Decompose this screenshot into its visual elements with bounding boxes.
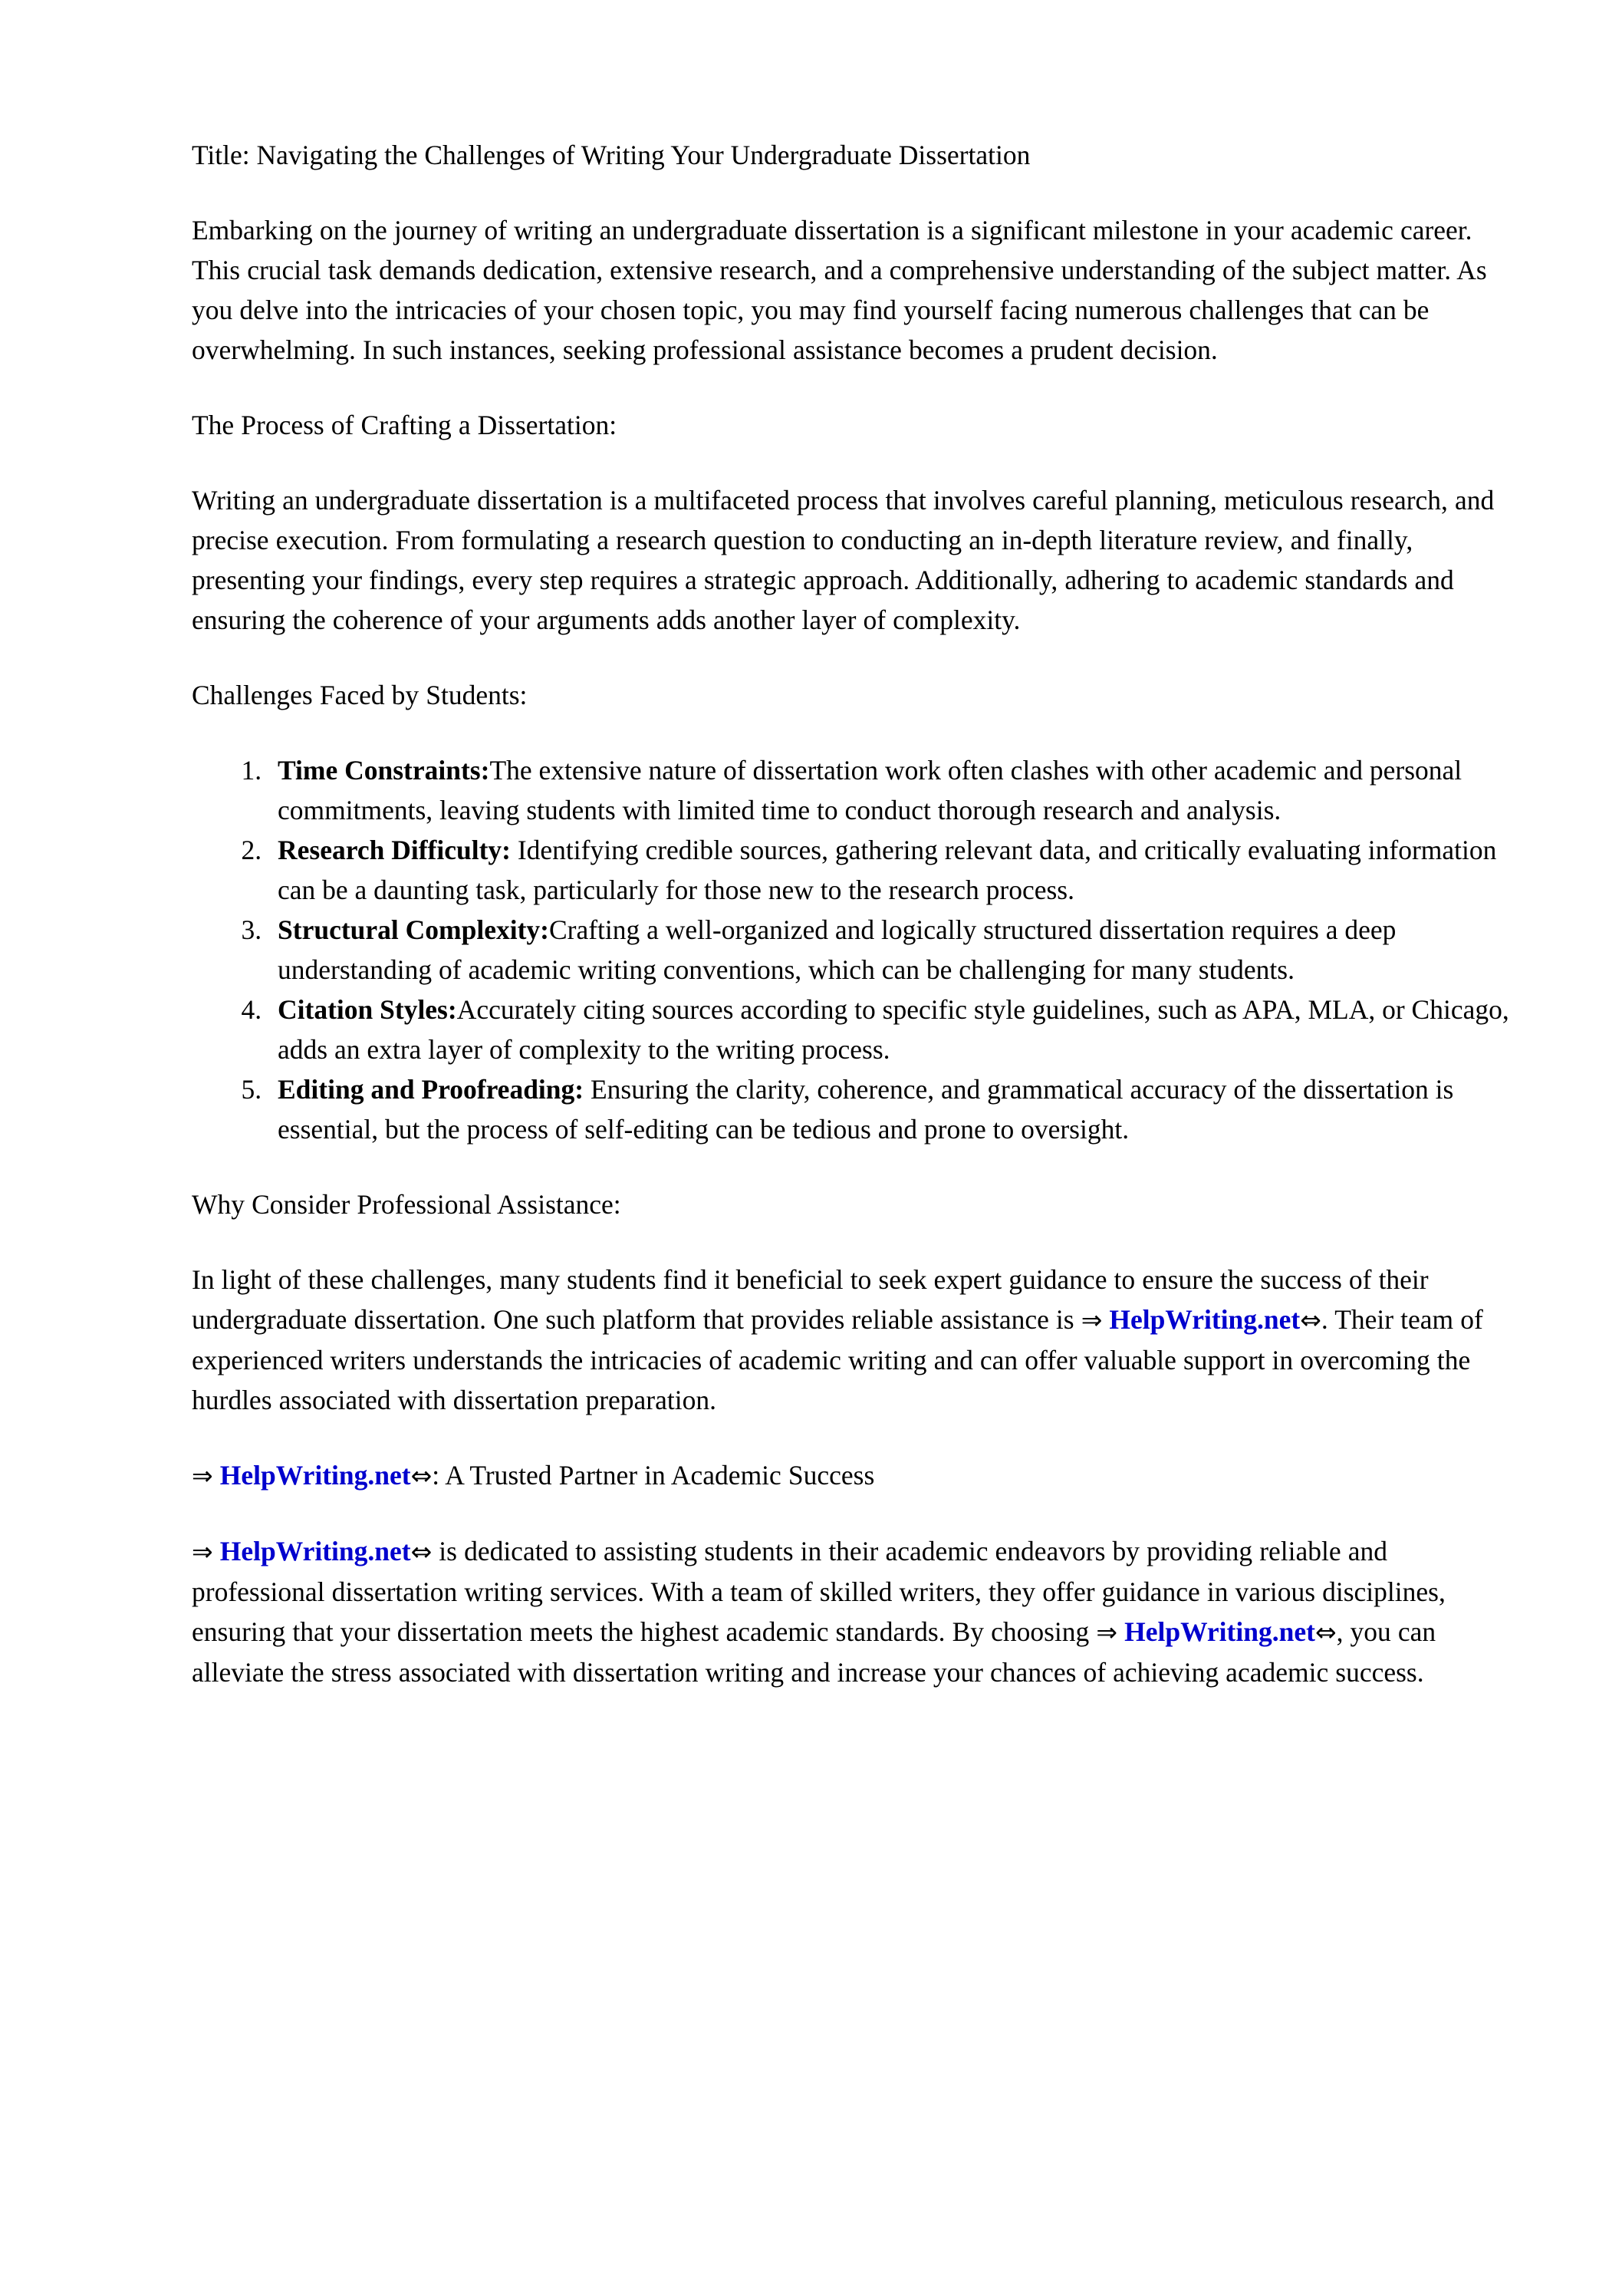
closing-text-segment-1: is dedicated to assisting students in their academic endeavors by providing reliable and professional dissertation writing services. With a team of skilled writers, they offer guidance in various disciplines, ensuring that your dissertation meets the highest academic standards. By choosing [192, 1536, 1446, 1647]
section-heading-why-assistance: Why Consider Professional Assistance: [192, 1189, 621, 1220]
document-body [192, 135, 1522, 1692]
helpwriting-link[interactable]: HelpWriting.net [219, 1536, 411, 1566]
process-paragraph: Writing an undergraduate dissertation is a multifaceted process that involves careful planning, meticulous research, and precise execution. From formulating a research question to conducting an in-depth literature review, and finally, presenting your findings, every step requires a strategic approach. Additionally, adhering to academic standards and ensuring the coherence of your arguments adds another layer of complexity. [192, 485, 1495, 635]
list-item [268, 990, 1522, 1069]
list-item-description: Accurately citing sources according to specific style guidelines, such as APA, MLA, or Chicago, adds an extra layer of complexity to the writing process. [278, 994, 1509, 1065]
closing-text-segment-2: , you can alleviate the stress associated with dissertation writing and increase your chances of achieving academic success. [192, 1616, 1436, 1688]
helpwriting-link[interactable]: HelpWriting.net [1124, 1616, 1315, 1647]
list-item [268, 1069, 1522, 1149]
challenges-list [192, 750, 1522, 1149]
double-arrow-right-icon: ⇒ [192, 1537, 213, 1566]
helpwriting-link[interactable]: HelpWriting.net [219, 1460, 411, 1491]
left-right-arrow-icon: ⇔ [1300, 1305, 1321, 1335]
list-item-description: The extensive nature of dissertation work often clashes with other academic and personal commitments, leaving students with limited time to conduct thorough research and analysis. [278, 755, 1462, 825]
assistance-text-after-link: . Their team of experienced writers understands the intricacies of academic writing and can offer valuable support in overcoming the hurdles associated with dissertation preparation. [192, 1304, 1483, 1415]
list-item-term: Research Difficulty: [278, 835, 511, 865]
intro-paragraph: Embarking on the journey of writing an undergraduate dissertation is a significant milestone in your academic career. This crucial task demands dedication, extensive research, and a comprehensive understanding of the subject matter. As you delve into the intricacies of your chosen topic, you may find yourself facing numerous challenges that can be overwhelming. In such instances, seeking professional assistance becomes a prudent decision. [192, 215, 1487, 365]
double-arrow-right-icon: ⇒ [1081, 1305, 1103, 1335]
list-item [268, 910, 1522, 990]
section-heading-challenges: Challenges Faced by Students: [192, 680, 528, 710]
left-right-arrow-icon: ⇔ [1314, 1617, 1337, 1647]
helpwriting-link[interactable]: HelpWriting.net [1109, 1304, 1301, 1335]
list-item-description: Crafting a well-organized and logically structured dissertation requires a deep understanding of academic writing conventions, which can be challenging for many students. [278, 914, 1397, 985]
list-item-description: Ensuring the clarity, coherence, and grammatical accuracy of the dissertation is essential, but the process of self-editing can be tedious and prone to oversight. [278, 1074, 1454, 1145]
list-item-term: Structural Complexity: [278, 914, 549, 945]
closing-paragraph [192, 1531, 1522, 1692]
list-item-term: Citation Styles: [278, 994, 457, 1025]
double-arrow-right-icon: ⇒ [192, 1461, 213, 1491]
section-heading-process: The Process of Crafting a Dissertation: [192, 410, 617, 440]
promo-heading [192, 1455, 1522, 1496]
list-item-description: Identifying credible sources, gathering relevant data, and critically evaluating information can be a daunting task, particularly for those new to the research process. [278, 835, 1497, 905]
list-item [268, 830, 1522, 910]
promo-heading-text: : A Trusted Partner in Academic Success [432, 1460, 875, 1491]
list-item [268, 750, 1522, 830]
assistance-paragraph [192, 1260, 1522, 1420]
left-right-arrow-icon: ⇔ [410, 1461, 433, 1491]
list-item-term: Time Constraints: [278, 755, 490, 786]
document-title-line: Title: Navigating the Challenges of Writing Your Undergraduate Dissertation [192, 140, 1031, 170]
assistance-text-before-link: In light of these challenges, many students find it beneficial to seek expert guidance to ensure the success of their undergraduate dissertation. One such platform that provides reliable assistance is [192, 1264, 1429, 1335]
left-right-arrow-icon: ⇔ [410, 1537, 433, 1566]
double-arrow-right-icon: ⇒ [1096, 1617, 1118, 1647]
list-item-term: Editing and Proofreading: [278, 1074, 584, 1105]
